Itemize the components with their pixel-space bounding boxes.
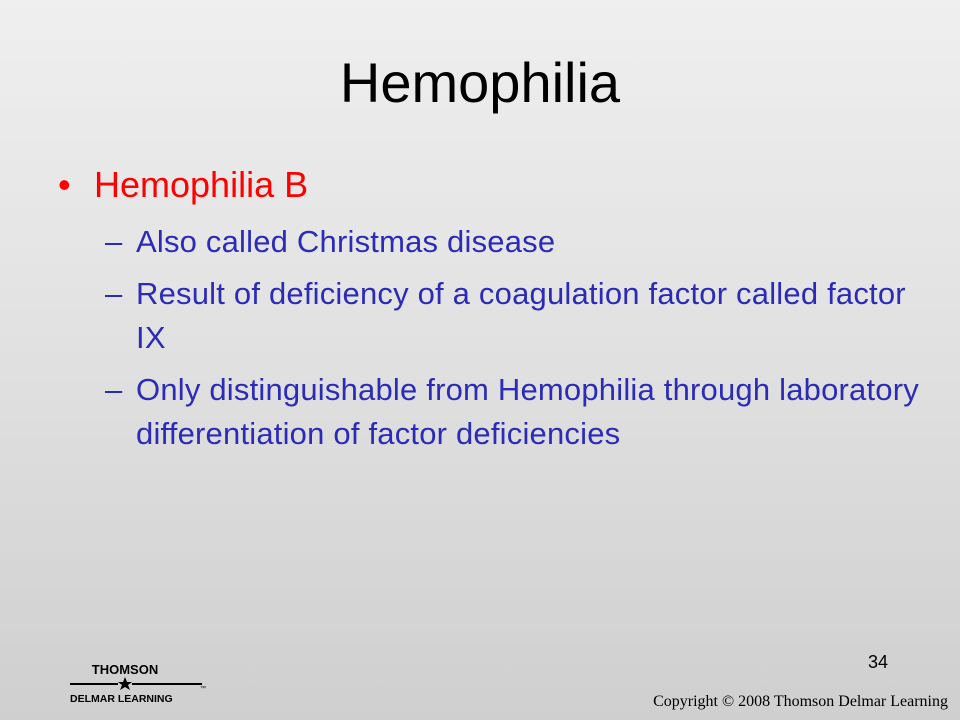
sub-bullet-list — [105, 220, 925, 464]
sub-bullet-item — [105, 368, 925, 456]
page-number: 34 — [867, 652, 888, 672]
bullet-item — [58, 163, 308, 207]
sub-bullet-item — [105, 272, 925, 360]
dash-marker: – — [105, 372, 123, 407]
logo-line2: DELMAR LEARNING — [70, 693, 173, 705]
trademark-symbol: ™ — [200, 686, 206, 692]
copyright-notice: Copyright © 2008 Thomson Delmar Learning — [653, 693, 948, 710]
sub-bullet-text: Only distinguishable from Hemophilia through laboratory differentiation of factor deficiencies — [136, 372, 919, 451]
sub-bullet-text: Also called Christmas disease — [136, 224, 556, 259]
slide-title: Hemophilia — [339, 51, 621, 114]
logo-line1: THOMSON — [91, 662, 159, 677]
sub-bullet-text: Result of deficiency of a coagulation factor called factor IX — [136, 276, 906, 355]
bullet-marker: • — [58, 164, 71, 205]
dash-marker: – — [105, 276, 123, 311]
thomson-delmar-logo — [62, 660, 222, 706]
sub-bullet-item — [105, 220, 925, 264]
star-icon — [118, 677, 132, 690]
bullet-text: Hemophilia B — [94, 164, 309, 205]
dash-marker: – — [105, 224, 123, 259]
